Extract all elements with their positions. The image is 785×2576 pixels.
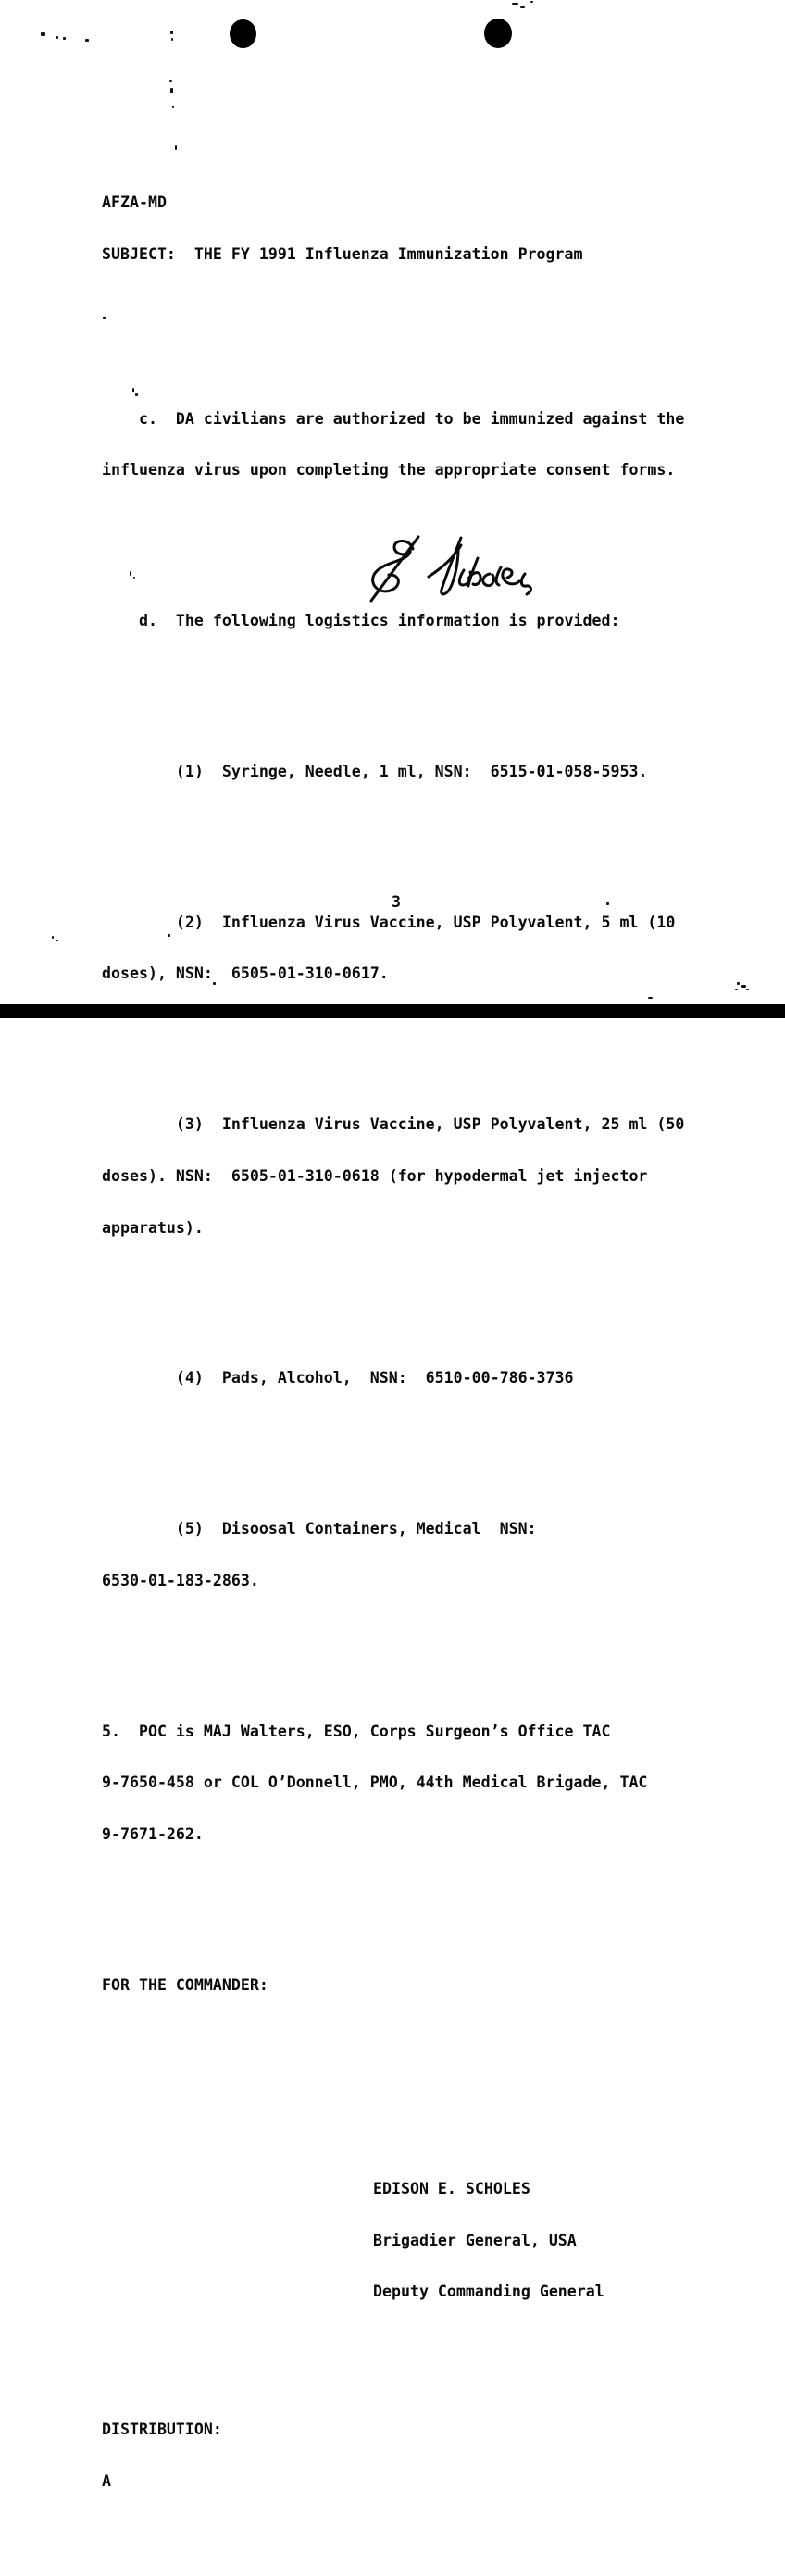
text-line: apparatus). [102, 1218, 204, 1237]
text-line: c. DA civilians are authorized to be immunized against the [102, 409, 685, 428]
logistics-item-4 [102, 1336, 684, 1422]
text-line: 9-7671-262. [102, 1825, 204, 1844]
signed-name-line: EDISON E. SCHOLES [373, 2179, 530, 2197]
scan-speckle [132, 388, 134, 392]
scan-speckle [170, 88, 173, 93]
scan-speckle [63, 37, 66, 40]
scan-speckle [175, 145, 177, 150]
text-line: (2) Influenza Virus Vaccine, USP Polyvalent, 5 ml (10 [102, 913, 676, 931]
scan-speckle [170, 31, 173, 34]
text-line: 6530-01-183-2863. [102, 1571, 259, 1589]
scan-speckle [133, 577, 135, 579]
memo-header [102, 160, 684, 298]
distribution-code: A [102, 2471, 111, 2490]
office-symbol: AFZA-MD [102, 193, 167, 211]
scan-speckle [135, 393, 138, 396]
punch-hole-right [484, 19, 512, 48]
logistics-item-1 [102, 729, 684, 815]
distribution-block [102, 2387, 684, 2525]
scan-speckle [520, 6, 525, 8]
paragraph-c [102, 376, 684, 514]
scan-speckle [737, 982, 740, 985]
logistics-item-5 [102, 1487, 684, 1624]
text-line: d. The following logistics information is provided: [102, 612, 620, 630]
signature-block [373, 2147, 684, 2336]
text-line: doses), NSN: 6505-01-310-0617. [102, 964, 389, 983]
scan-speckle [103, 317, 106, 319]
scan-speckle [172, 106, 174, 108]
scan-speckle [56, 940, 58, 941]
subject-line: SUBJECT: THE FY 1991 Influenza Immunization Program [102, 244, 583, 263]
scan-speckle [41, 32, 45, 36]
signed-title-line: Deputy Commanding General [373, 2283, 604, 2301]
text-line: (1) Syringe, Needle, 1 ml, NSN: 6515-01-058-5953. [102, 762, 648, 780]
memo-body [102, 108, 684, 2576]
distribution-label: DISTRIBUTION: [102, 2420, 222, 2439]
scan-speckle [741, 985, 746, 988]
for-the-commander-line: FOR THE COMMANDER: [102, 1975, 268, 1994]
scan-speckle [168, 934, 170, 937]
paragraph-5-poc [102, 1688, 684, 1878]
text-line: 5. POC is MAJ Walters, ESO, Corps Surgeon’s Office TAC [102, 1722, 611, 1740]
scan-speckle [85, 39, 89, 42]
punch-hole-left [230, 19, 256, 48]
signed-rank-line: Brigadier General, USA [373, 2231, 577, 2249]
scan-speckle [648, 997, 653, 999]
scan-speckle [171, 38, 173, 41]
text-line: influenza virus upon completing the appropriate consent forms. [102, 461, 676, 479]
scan-speckle [606, 902, 609, 905]
scan-speckle [52, 936, 54, 939]
scan-speckle [213, 982, 216, 985]
scan-speckle [735, 989, 738, 990]
text-line: (4) Pads, Alcohol, NSN: 6510-00-786-3736 [102, 1369, 574, 1388]
text-line: doses). NSN: 6505-01-310-0618 (for hypodermal jet injector [102, 1166, 648, 1185]
for-the-commander [102, 1943, 684, 2029]
scan-speckle [530, 1, 533, 3]
text-line: (3) Influenza Virus Vaccine, USP Polyvalent, 25 ml (50 [102, 1115, 685, 1134]
scan-speckle [130, 571, 131, 576]
scan-speckle [169, 80, 172, 82]
scan-speckle [56, 36, 58, 39]
scan-speckle [746, 989, 749, 990]
signature-image [359, 533, 550, 604]
bottom-scan-bar [0, 1004, 785, 1018]
logistics-item-3 [102, 1082, 684, 1272]
text-line: 9-7650-458 or COL O’Donnell, PMO, 44th Medical Brigade, TAC [102, 1773, 648, 1792]
scan-speckle [512, 3, 518, 5]
text-line: (5) Disoosal Containers, Medical NSN: [102, 1520, 537, 1538]
page-number: 3 [392, 893, 401, 911]
